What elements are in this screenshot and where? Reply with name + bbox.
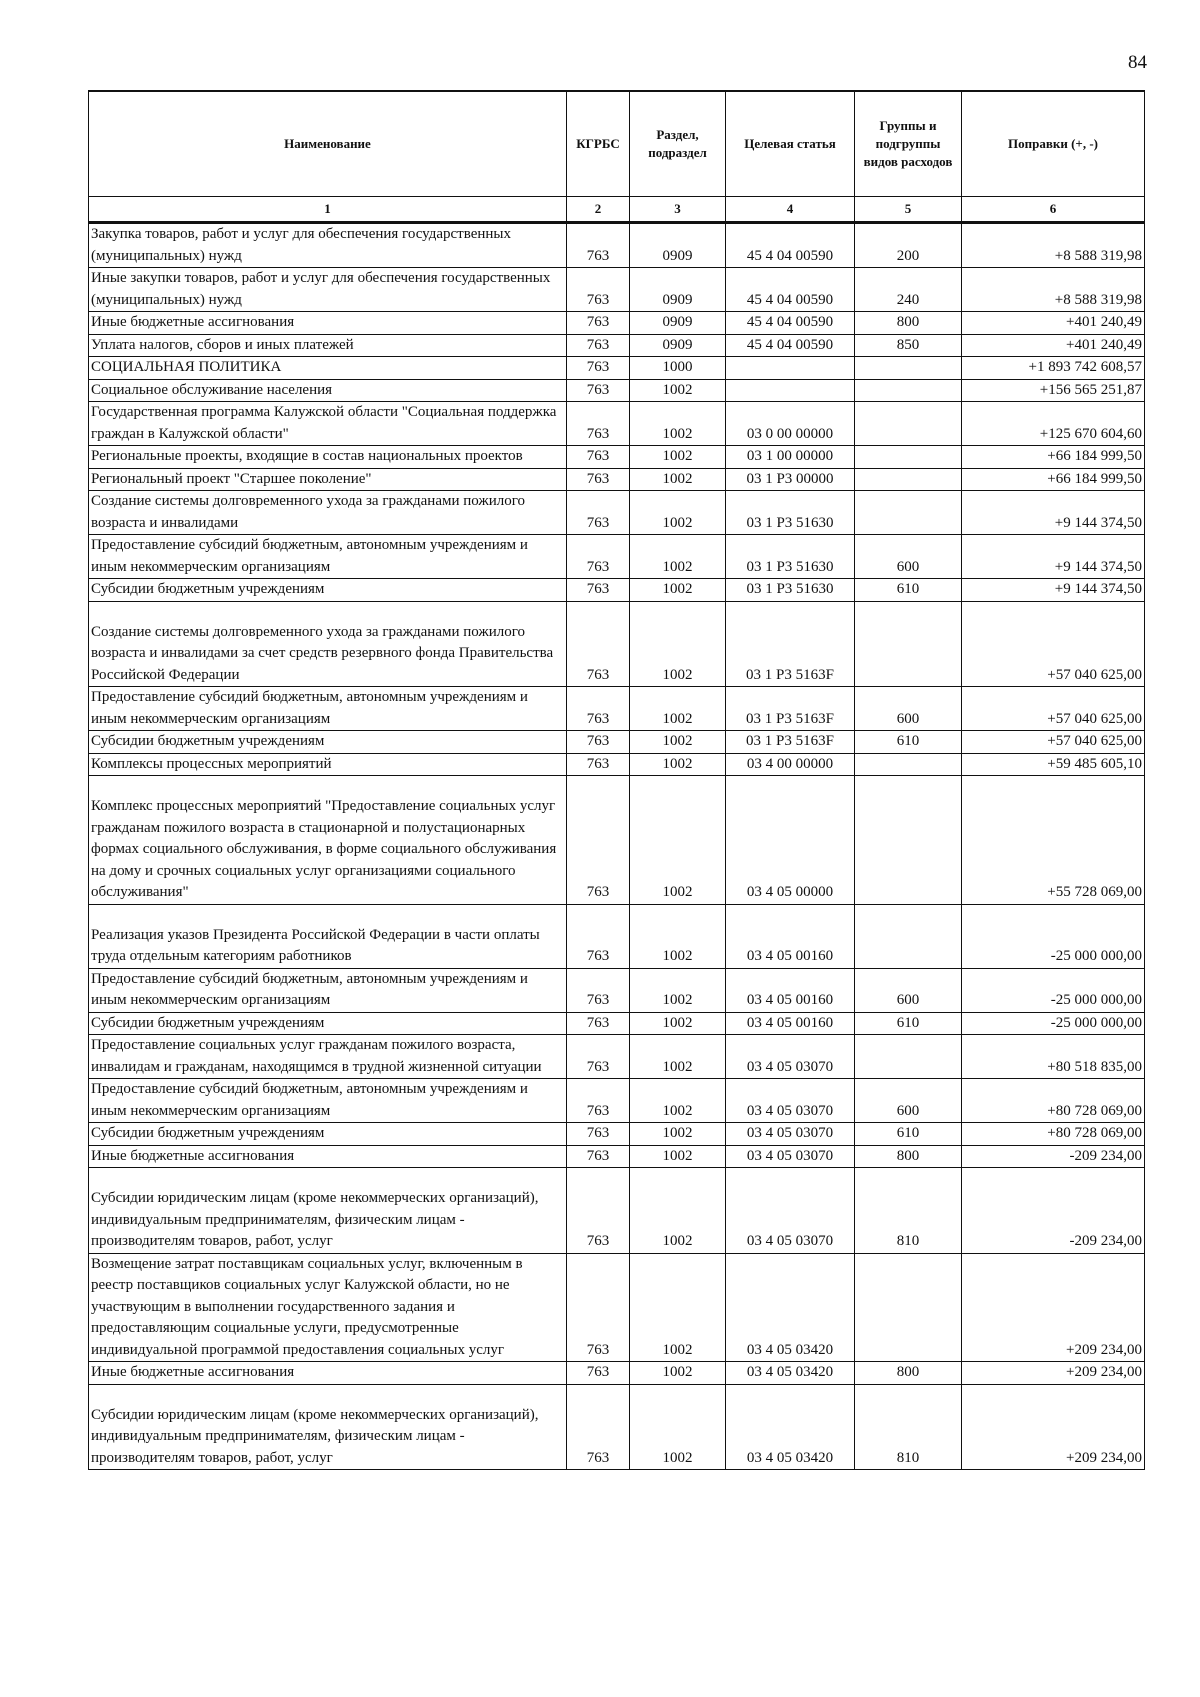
row-group: 800 xyxy=(855,312,962,335)
row-amount: -25 000 000,00 xyxy=(962,1012,1145,1035)
row-target: 03 4 00 00000 xyxy=(726,753,855,776)
row-amount: +401 240,49 xyxy=(962,312,1145,335)
row-section: 1002 xyxy=(630,1168,726,1254)
row-section: 1002 xyxy=(630,1253,726,1362)
header-kgrbs: КГРБС xyxy=(567,91,630,197)
row-name: Социальное обслуживание населения xyxy=(89,379,567,402)
row-name: Предоставление субсидий бюджетным, автономным учреждениям и иным некоммерческим организациям xyxy=(89,687,567,731)
row-target: 45 4 04 00590 xyxy=(726,312,855,335)
row-name: Предоставление социальных услуг гражданам пожилого возраста, инвалидам и гражданам, находящимся в трудной жизненной ситуации xyxy=(89,1035,567,1079)
row-kgrbs: 763 xyxy=(567,379,630,402)
table-row xyxy=(89,1079,1145,1123)
row-section: 1000 xyxy=(630,357,726,380)
budget-table xyxy=(88,90,1145,1470)
row-kgrbs: 763 xyxy=(567,968,630,1012)
table-row xyxy=(89,312,1145,335)
row-group: 600 xyxy=(855,535,962,579)
row-group xyxy=(855,753,962,776)
table-row xyxy=(89,491,1145,535)
row-section: 1002 xyxy=(630,687,726,731)
row-group: 850 xyxy=(855,334,962,357)
row-kgrbs: 763 xyxy=(567,1123,630,1146)
row-target: 03 1 P3 5163F xyxy=(726,601,855,687)
row-group xyxy=(855,1253,962,1362)
table-row xyxy=(89,1035,1145,1079)
row-amount: -209 234,00 xyxy=(962,1145,1145,1168)
row-kgrbs: 763 xyxy=(567,402,630,446)
row-kgrbs: 763 xyxy=(567,601,630,687)
row-group: 800 xyxy=(855,1145,962,1168)
row-name: Региональные проекты, входящие в состав национальных проектов xyxy=(89,446,567,469)
row-section: 1002 xyxy=(630,1012,726,1035)
row-amount: +156 565 251,87 xyxy=(962,379,1145,402)
row-target xyxy=(726,379,855,402)
row-target: 03 4 05 03070 xyxy=(726,1079,855,1123)
row-section: 0909 xyxy=(630,312,726,335)
row-target: 03 4 05 03070 xyxy=(726,1168,855,1254)
row-group xyxy=(855,468,962,491)
table-row xyxy=(89,601,1145,687)
column-number: 6 xyxy=(962,197,1145,223)
row-section: 1002 xyxy=(630,1123,726,1146)
row-group: 810 xyxy=(855,1168,962,1254)
row-kgrbs: 763 xyxy=(567,223,630,268)
table-row xyxy=(89,776,1145,905)
row-kgrbs: 763 xyxy=(567,535,630,579)
header-amount: Поправки (+, -) xyxy=(962,91,1145,197)
row-group xyxy=(855,446,962,469)
header-name: Наименование xyxy=(89,91,567,197)
row-amount: +1 893 742 608,57 xyxy=(962,357,1145,380)
row-section: 1002 xyxy=(630,731,726,754)
row-section: 0909 xyxy=(630,268,726,312)
row-target: 03 1 P3 51630 xyxy=(726,579,855,602)
row-target: 03 1 P3 5163F xyxy=(726,731,855,754)
row-name: Иные бюджетные ассигнования xyxy=(89,1145,567,1168)
row-amount: +66 184 999,50 xyxy=(962,468,1145,491)
header-row xyxy=(89,91,1145,197)
column-number: 2 xyxy=(567,197,630,223)
row-amount: +9 144 374,50 xyxy=(962,579,1145,602)
row-name: Государственная программа Калужской области "Социальная поддержка граждан в Калужской области" xyxy=(89,402,567,446)
row-target: 45 4 04 00590 xyxy=(726,268,855,312)
row-group: 600 xyxy=(855,687,962,731)
row-group xyxy=(855,357,962,380)
row-kgrbs: 763 xyxy=(567,491,630,535)
row-section: 1002 xyxy=(630,379,726,402)
row-amount: +8 588 319,98 xyxy=(962,268,1145,312)
table-row xyxy=(89,535,1145,579)
row-target: 03 4 05 00160 xyxy=(726,968,855,1012)
table-row xyxy=(89,402,1145,446)
row-target: 03 4 05 03420 xyxy=(726,1362,855,1385)
row-group: 200 xyxy=(855,223,962,268)
row-group xyxy=(855,402,962,446)
row-target: 45 4 04 00590 xyxy=(726,223,855,268)
row-kgrbs: 763 xyxy=(567,904,630,968)
row-name: Предоставление субсидий бюджетным, автономным учреждениям и иным некоммерческим организациям xyxy=(89,1079,567,1123)
row-name: Субсидии юридическим лицам (кроме некоммерческих организаций), индивидуальным предпринимателям, физическим лицам - производителям товаров, работ, услуг xyxy=(89,1384,567,1470)
row-kgrbs: 763 xyxy=(567,1012,630,1035)
row-group xyxy=(855,601,962,687)
row-group xyxy=(855,776,962,905)
row-kgrbs: 763 xyxy=(567,312,630,335)
row-kgrbs: 763 xyxy=(567,1145,630,1168)
row-target: 03 4 05 03070 xyxy=(726,1145,855,1168)
row-group xyxy=(855,491,962,535)
row-group: 810 xyxy=(855,1384,962,1470)
table-row xyxy=(89,753,1145,776)
table-row xyxy=(89,1145,1145,1168)
row-kgrbs: 763 xyxy=(567,1079,630,1123)
row-group: 240 xyxy=(855,268,962,312)
table-row xyxy=(89,446,1145,469)
row-section: 1002 xyxy=(630,904,726,968)
row-section: 1002 xyxy=(630,446,726,469)
row-name: Иные бюджетные ассигнования xyxy=(89,312,567,335)
row-section: 1002 xyxy=(630,601,726,687)
row-group xyxy=(855,379,962,402)
row-section: 1002 xyxy=(630,1384,726,1470)
row-section: 1002 xyxy=(630,535,726,579)
row-target: 03 4 05 00160 xyxy=(726,1012,855,1035)
row-section: 1002 xyxy=(630,753,726,776)
row-kgrbs: 763 xyxy=(567,468,630,491)
row-kgrbs: 763 xyxy=(567,1253,630,1362)
table-row xyxy=(89,968,1145,1012)
row-amount: +80 518 835,00 xyxy=(962,1035,1145,1079)
row-name: Уплата налогов, сборов и иных платежей xyxy=(89,334,567,357)
row-section: 0909 xyxy=(630,334,726,357)
row-group: 610 xyxy=(855,579,962,602)
row-kgrbs: 763 xyxy=(567,1384,630,1470)
column-number: 3 xyxy=(630,197,726,223)
row-name: Комплекс процессных мероприятий "Предоставление социальных услуг гражданам пожилого возраста в стационарной и полустационарных формах социального обслуживания, в форме социального обслуживания на дому и срочных социальных услуг организациями социального обслуживания" xyxy=(89,776,567,905)
row-name: Закупка товаров, работ и услуг для обеспечения государственных (муниципальных) нужд xyxy=(89,223,567,268)
row-amount: +57 040 625,00 xyxy=(962,601,1145,687)
row-kgrbs: 763 xyxy=(567,1035,630,1079)
row-target: 03 4 05 00160 xyxy=(726,904,855,968)
row-section: 1002 xyxy=(630,468,726,491)
row-target: 03 4 05 03070 xyxy=(726,1123,855,1146)
row-kgrbs: 763 xyxy=(567,687,630,731)
row-section: 1002 xyxy=(630,491,726,535)
row-name: Создание системы долговременного ухода за гражданами пожилого возраста и инвалидами за счет средств резервного фонда Правительства Российской Федерации xyxy=(89,601,567,687)
row-group: 600 xyxy=(855,1079,962,1123)
row-name: Субсидии бюджетным учреждениям xyxy=(89,1123,567,1146)
row-kgrbs: 763 xyxy=(567,334,630,357)
row-section: 1002 xyxy=(630,1079,726,1123)
row-kgrbs: 763 xyxy=(567,776,630,905)
row-name: Субсидии юридическим лицам (кроме некоммерческих организаций), индивидуальным предпринимателям, физическим лицам - производителям товаров, работ, услуг xyxy=(89,1168,567,1254)
row-name: Создание системы долговременного ухода за гражданами пожилого возраста и инвалидами xyxy=(89,491,567,535)
table-row xyxy=(89,1253,1145,1362)
row-amount: +401 240,49 xyxy=(962,334,1145,357)
row-target: 03 4 05 03070 xyxy=(726,1035,855,1079)
row-kgrbs: 763 xyxy=(567,579,630,602)
row-target: 03 4 05 03420 xyxy=(726,1253,855,1362)
row-target: 03 4 05 00000 xyxy=(726,776,855,905)
table-row xyxy=(89,379,1145,402)
row-name: Иные закупки товаров, работ и услуг для обеспечения государственных (муниципальных) нужд xyxy=(89,268,567,312)
row-kgrbs: 763 xyxy=(567,357,630,380)
row-amount: +209 234,00 xyxy=(962,1384,1145,1470)
row-amount: +209 234,00 xyxy=(962,1362,1145,1385)
row-target xyxy=(726,357,855,380)
column-number: 5 xyxy=(855,197,962,223)
row-amount: +9 144 374,50 xyxy=(962,535,1145,579)
row-amount: +80 728 069,00 xyxy=(962,1123,1145,1146)
row-group: 610 xyxy=(855,1012,962,1035)
row-group: 800 xyxy=(855,1362,962,1385)
header-target: Целевая статья xyxy=(726,91,855,197)
row-kgrbs: 763 xyxy=(567,446,630,469)
table-row xyxy=(89,904,1145,968)
table-row xyxy=(89,731,1145,754)
table-body xyxy=(89,223,1145,1470)
row-amount: -25 000 000,00 xyxy=(962,904,1145,968)
row-name: Иные бюджетные ассигнования xyxy=(89,1362,567,1385)
row-name: Реализация указов Президента Российской Федерации в части оплаты труда отдельным категориям работников xyxy=(89,904,567,968)
row-target: 03 1 00 00000 xyxy=(726,446,855,469)
row-kgrbs: 763 xyxy=(567,1362,630,1385)
table-row xyxy=(89,1384,1145,1470)
table-row xyxy=(89,687,1145,731)
row-amount: +8 588 319,98 xyxy=(962,223,1145,268)
row-section: 0909 xyxy=(630,223,726,268)
row-name: Субсидии бюджетным учреждениям xyxy=(89,579,567,602)
row-amount: -25 000 000,00 xyxy=(962,968,1145,1012)
row-group xyxy=(855,1035,962,1079)
row-section: 1002 xyxy=(630,579,726,602)
row-group xyxy=(855,904,962,968)
row-section: 1002 xyxy=(630,776,726,905)
row-section: 1002 xyxy=(630,1035,726,1079)
row-name: СОЦИАЛЬНАЯ ПОЛИТИКА xyxy=(89,357,567,380)
row-target: 03 1 P3 51630 xyxy=(726,535,855,579)
row-name: Комплексы процессных мероприятий xyxy=(89,753,567,776)
column-number: 4 xyxy=(726,197,855,223)
row-amount: +66 184 999,50 xyxy=(962,446,1145,469)
row-amount: +80 728 069,00 xyxy=(962,1079,1145,1123)
table-row xyxy=(89,334,1145,357)
table-row xyxy=(89,1168,1145,1254)
row-target: 03 1 P3 5163F xyxy=(726,687,855,731)
row-target: 03 1 P3 51630 xyxy=(726,491,855,535)
table-row xyxy=(89,1123,1145,1146)
row-amount: +57 040 625,00 xyxy=(962,687,1145,731)
row-name: Региональный проект "Старшее поколение" xyxy=(89,468,567,491)
header-section: Раздел, подраздел xyxy=(630,91,726,197)
row-group: 600 xyxy=(855,968,962,1012)
row-name: Субсидии бюджетным учреждениям xyxy=(89,1012,567,1035)
row-name: Предоставление субсидий бюджетным, автономным учреждениям и иным некоммерческим организациям xyxy=(89,535,567,579)
row-amount: +9 144 374,50 xyxy=(962,491,1145,535)
row-name: Субсидии бюджетным учреждениям xyxy=(89,731,567,754)
row-amount: -209 234,00 xyxy=(962,1168,1145,1254)
column-number: 1 xyxy=(89,197,567,223)
table-row xyxy=(89,357,1145,380)
table-row xyxy=(89,579,1145,602)
row-section: 1002 xyxy=(630,1362,726,1385)
row-name: Предоставление субсидий бюджетным, автономным учреждениям и иным некоммерческим организациям xyxy=(89,968,567,1012)
row-kgrbs: 763 xyxy=(567,268,630,312)
row-amount: +57 040 625,00 xyxy=(962,731,1145,754)
table-row xyxy=(89,1012,1145,1035)
row-kgrbs: 763 xyxy=(567,753,630,776)
row-kgrbs: 763 xyxy=(567,731,630,754)
table-row xyxy=(89,268,1145,312)
row-target: 45 4 04 00590 xyxy=(726,334,855,357)
row-group: 610 xyxy=(855,1123,962,1146)
table-row xyxy=(89,223,1145,268)
row-kgrbs: 763 xyxy=(567,1168,630,1254)
header-group: Группы и подгруппы видов расходов xyxy=(855,91,962,197)
row-target: 03 0 00 00000 xyxy=(726,402,855,446)
row-name: Возмещение затрат поставщикам социальных услуг, включенным в реестр поставщиков социальных услуг Калужской области, но не участвующим в выполнении государственного задания и предоставляющим социальные услуги, предусмотренные индивидуальной программой предоставления социальных услуг xyxy=(89,1253,567,1362)
column-number-row xyxy=(89,197,1145,223)
row-amount: +59 485 605,10 xyxy=(962,753,1145,776)
row-section: 1002 xyxy=(630,402,726,446)
row-amount: +55 728 069,00 xyxy=(962,776,1145,905)
row-group: 610 xyxy=(855,731,962,754)
page-number: 84 xyxy=(1128,52,1147,73)
row-section: 1002 xyxy=(630,1145,726,1168)
table-row xyxy=(89,1362,1145,1385)
row-target: 03 1 P3 00000 xyxy=(726,468,855,491)
row-amount: +209 234,00 xyxy=(962,1253,1145,1362)
row-amount: +125 670 604,60 xyxy=(962,402,1145,446)
row-section: 1002 xyxy=(630,968,726,1012)
row-target: 03 4 05 03420 xyxy=(726,1384,855,1470)
table-row xyxy=(89,468,1145,491)
